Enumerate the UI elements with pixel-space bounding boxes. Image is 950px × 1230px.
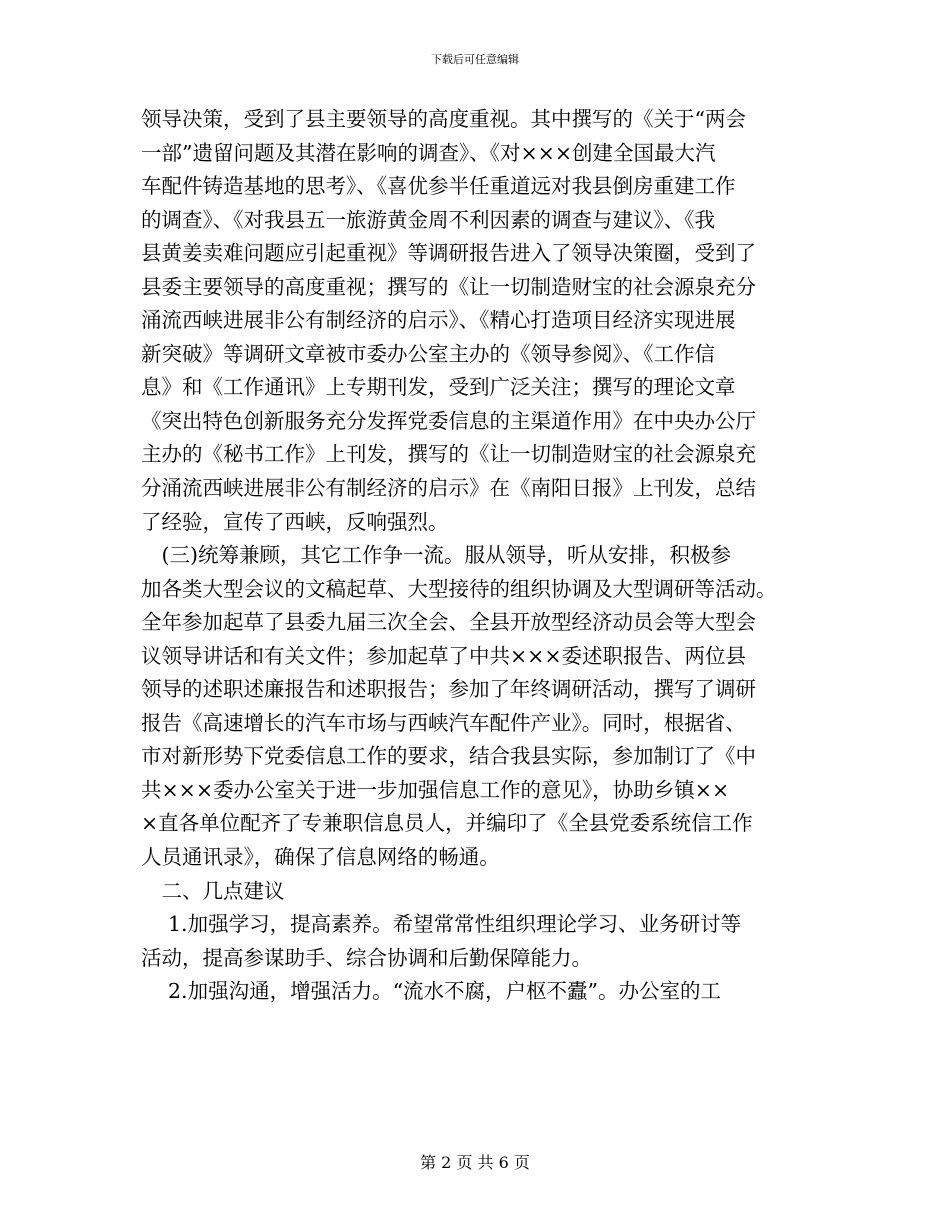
page-footer: 第 2 页 共 6 页 (420, 1153, 530, 1172)
text-line: 报告《高速增长的汽车市场与西峡汽车配件产业》。同时，根据省、 (141, 710, 746, 735)
section-heading: 二、几点建议 (141, 878, 285, 903)
text-line: 领导决策，受到了县主要领导的高度重视。其中撰写的《关于“两会 (141, 107, 746, 131)
text-line: 分涌流西峡进展非公有制经济的启示》在《南阳日报》上刊发，总结 (141, 476, 756, 501)
text-line: 《突出特色创新服务充分发挥党委信息的主渠道作用》在中央办公厅 (141, 408, 756, 433)
text-line: 议领导讲话和有关文件；参加起草了中共×××委述职报告、两位县 (141, 643, 747, 668)
text-line: 车配件铸造基地的思考》、《喜优参半任重道远对我县倒房重建工作 (141, 174, 736, 199)
text-line: 人员通讯录》，确保了信息网络的畅通。 (141, 845, 500, 870)
text-line: 全年参加起草了县委九届三次全会、全县开放型经济动员会等大型会 (141, 610, 756, 635)
text-line: 县黄姜卖难问题应引起重视》等调研报告进入了领导决策圈，受到了 (141, 241, 756, 266)
text-line: (三)统筹兼顾，其它工作争一流。服从领导，听从安排，积极参 (141, 543, 731, 568)
text-line: 息》和《工作通讯》上专期刊发，受到广泛关注；撰写的理论文章 (141, 375, 736, 400)
text-line: 2.加强沟通，增强活力。“流水不腐，户枢不蠹”。办公室的工 (141, 979, 722, 1004)
text-line: 一部”遗留问题及其潜在影响的调查》、《对×××创建全国最大汽 (141, 140, 716, 165)
text-line: 县委主要领导的高度重视；撰写的《让一切制造财宝的社会源泉充分 (141, 274, 756, 299)
text-line: 1.加强学习，提高素养。希望常常性组织理论学习、业务研讨等 (141, 912, 742, 937)
text-line: 涌流西峡进展非公有制经济的启示》、《精心打造项目经济实现进展 (141, 308, 736, 333)
page-header: 下载后可任意编辑 (431, 53, 519, 66)
text-line: 了经验，宣传了西峡，反响强烈。 (141, 509, 449, 534)
text-line: 领导的述职述廉报告和述职报告；参加了年终调研活动，撰写了调研 (141, 677, 756, 702)
text-line: 共×××委办公室关于进一步加强信息工作的意见》，协助乡镇×× (141, 777, 730, 802)
text-line: ×直各单位配齐了专兼职信息员人，并编印了《全县党委系统信工作 (141, 811, 753, 836)
text-line: 主办的《秘书工作》上刊发，撰写的《让一切制造财宝的社会源泉充 (141, 442, 756, 467)
text-line: 活动，提高参谋助手、综合协调和后勤保障能力。 (141, 945, 592, 970)
text-line: 新突破》等调研文章被市委办公室主办的《领导参阅》、《工作信 (141, 341, 715, 366)
text-line: 的调查》、《对我县五一旅游黄金周不利因素的调查与建议》、《我 (141, 207, 715, 232)
text-line: 市对新形势下党委信息工作的要求，结合我县实际，参加制订了《中 (141, 744, 756, 769)
document-body (141, 103, 821, 1009)
text-line: 加各类大型会议的文稿起草、大型接待的组织协调及大型调研等活动。 (141, 576, 777, 601)
